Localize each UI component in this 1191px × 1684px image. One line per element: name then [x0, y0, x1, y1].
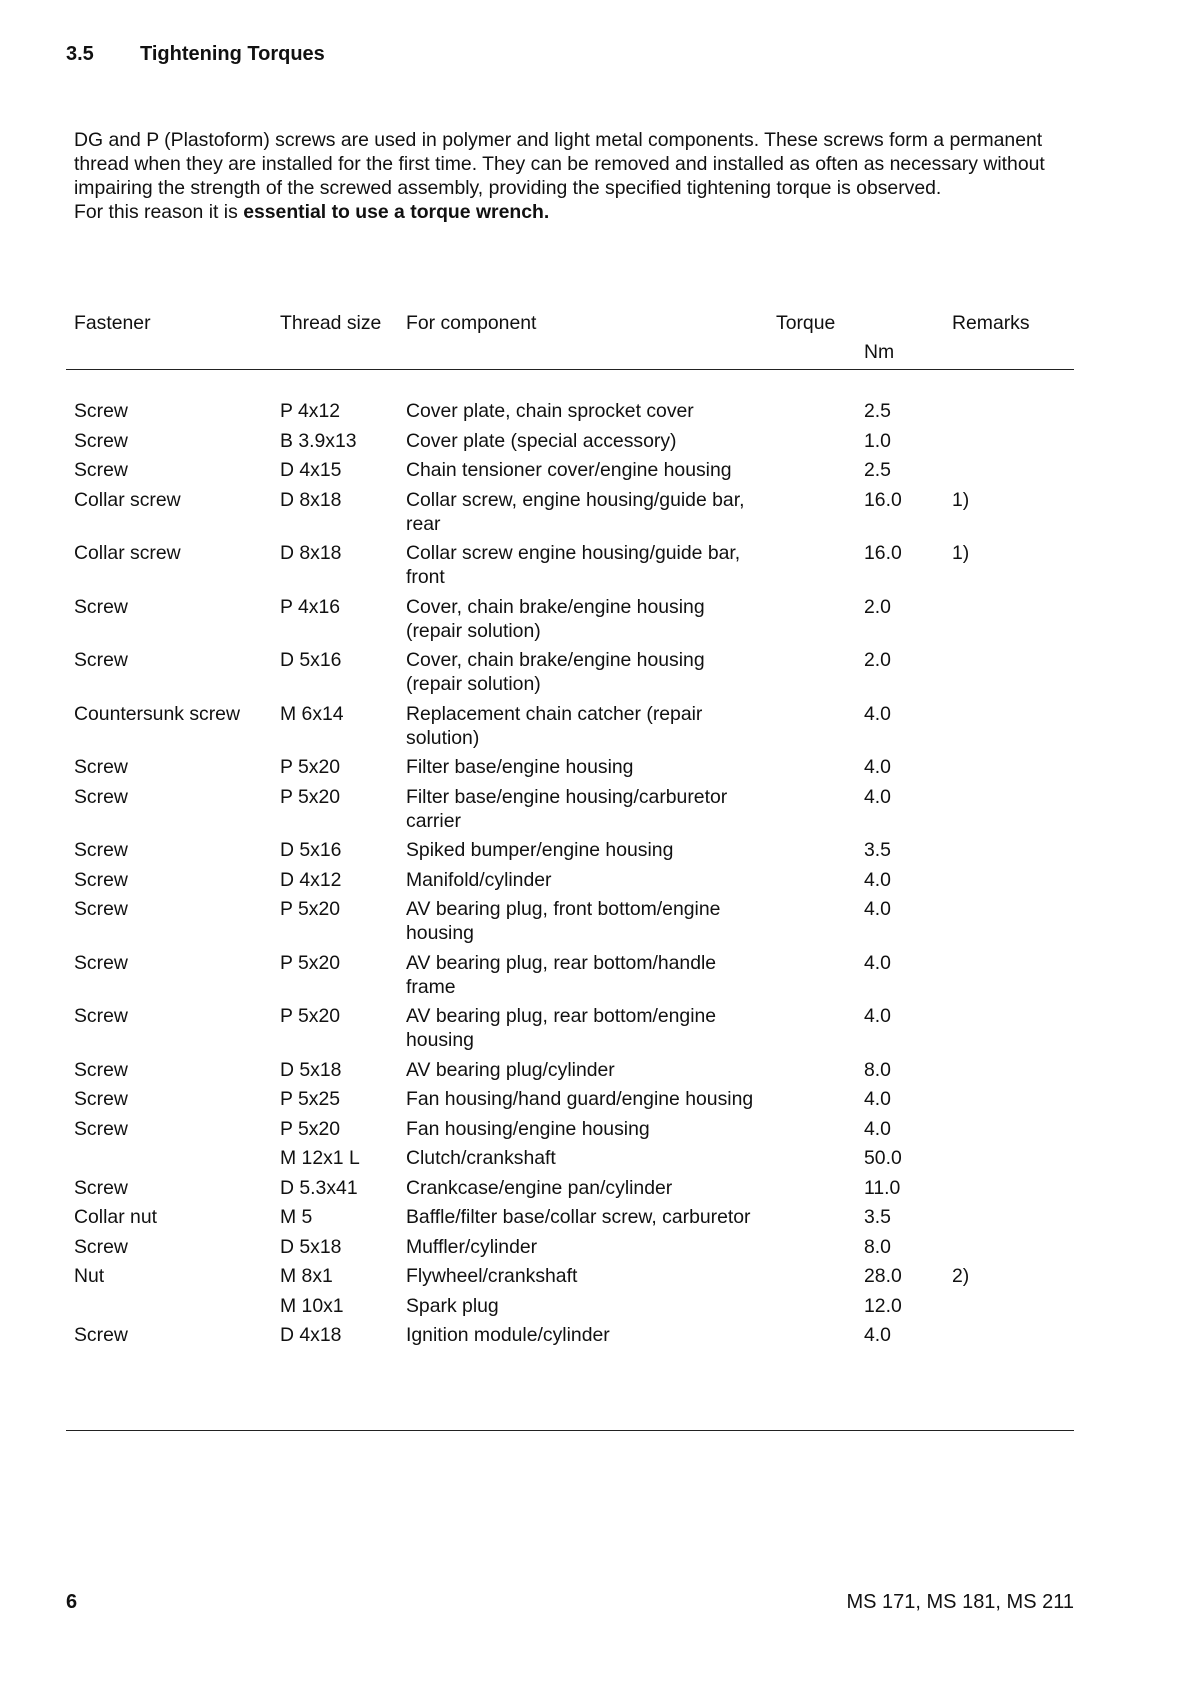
thread-size-cell: D 5x16: [280, 839, 342, 861]
fastener-cell: Screw: [74, 649, 128, 671]
thread-size-cell: P 5x20: [280, 1117, 341, 1140]
component-cell: Crankcase/engine pan/cylinder: [406, 1176, 673, 1199]
torque-cell: 4.0: [864, 785, 891, 808]
header-fastener: Fastener: [74, 312, 151, 334]
page-number: 6: [66, 1591, 78, 1613]
torque-cell: 4.0: [864, 898, 891, 920]
remark-cell: 2): [952, 1265, 970, 1287]
table-row: [74, 1323, 1074, 1353]
component-cell: Baffle/filter base/collar screw, carburetor: [406, 1206, 751, 1228]
fastener-cell: Countersunk screw: [74, 702, 240, 725]
table-row: [74, 1058, 1074, 1088]
header-torque-unit: Nm: [864, 341, 895, 363]
thread-size-cell: D 5.3x41: [280, 1176, 358, 1199]
table-row: [74, 1176, 1074, 1206]
table-row: [74, 1004, 1074, 1058]
component-cell: AV bearing plug/cylinder: [406, 1058, 615, 1081]
torque-cell: 2.5: [864, 459, 891, 481]
table-row: [74, 1087, 1074, 1117]
torque-cell: 4.0: [864, 868, 891, 891]
component-cell: Cover plate (special accessory): [406, 429, 677, 452]
table-row: [74, 868, 1074, 898]
thread-size-cell: M 12x1 L: [280, 1147, 360, 1169]
fastener-cell: Screw: [74, 595, 128, 618]
fastener-cell: Screw: [74, 459, 128, 481]
thread-size-cell: D 4x12: [280, 868, 342, 891]
table-row: [74, 951, 1074, 1005]
component-cell: Spark plug: [406, 1294, 499, 1317]
thread-size-cell: D 8x18: [280, 488, 342, 511]
intro-reason-prefix: For this reason it is: [74, 201, 244, 223]
fastener-cell: Screw: [74, 1176, 128, 1199]
fastener-cell: Screw: [74, 400, 128, 422]
thread-size-cell: P 5x20: [280, 898, 341, 920]
component-cell: Fan housing/engine housing: [406, 1117, 650, 1140]
thread-size-cell: M 6x14: [280, 702, 344, 725]
fastener-cell: Screw: [74, 1235, 128, 1258]
table-row: [74, 458, 1074, 488]
header-component: For component: [406, 312, 537, 334]
thread-size-cell: D 4x18: [280, 1324, 342, 1346]
fastener-cell: Screw: [74, 756, 128, 778]
torque-cell: 2.0: [864, 649, 891, 671]
table-row: [74, 595, 1074, 649]
table-row: [74, 838, 1074, 868]
torque-cell: 4.0: [864, 1117, 891, 1140]
component-cell: Collar screw engine housing/guide bar, front: [406, 542, 741, 588]
component-cell: Filter base/engine housing/carburetor carrier: [406, 785, 728, 832]
table-row: [74, 702, 1074, 756]
table-row: [74, 785, 1074, 839]
component-cell: Cover plate, chain sprocket cover: [406, 400, 694, 422]
fastener-cell: Screw: [74, 1005, 128, 1027]
component-cell: Flywheel/crankshaft: [406, 1265, 578, 1287]
torque-cell: 8.0: [864, 1235, 891, 1258]
component-cell: AV bearing plug, front bottom/engine housing: [406, 898, 721, 944]
component-cell: Fan housing/hand guard/engine housing: [406, 1088, 754, 1110]
torque-cell: 50.0: [864, 1147, 902, 1169]
torque-cell: 8.0: [864, 1058, 891, 1081]
torque-cell: 28.0: [864, 1265, 902, 1287]
torque-cell: 4.0: [864, 702, 891, 725]
torque-cell: 4.0: [864, 1324, 891, 1346]
torque-cell: 16.0: [864, 542, 902, 564]
thread-size-cell: P 5x25: [280, 1088, 341, 1110]
thread-size-cell: D 5x16: [280, 649, 342, 671]
torque-cell: 3.5: [864, 839, 891, 861]
fastener-cell: Screw: [74, 951, 128, 974]
torque-cell: 12.0: [864, 1294, 902, 1317]
header-remarks: Remarks: [952, 312, 1030, 334]
table-row: [74, 1205, 1074, 1235]
table-row: [74, 1235, 1074, 1265]
component-cell: Muffler/cylinder: [406, 1235, 538, 1258]
component-cell: Spiked bumper/engine housing: [406, 839, 674, 861]
thread-size-cell: M 10x1: [280, 1294, 344, 1317]
torque-cell: 11.0: [864, 1176, 901, 1199]
torque-cell: 4.0: [864, 951, 891, 974]
component-cell: Cover, chain brake/engine housing (repair solution): [406, 595, 705, 642]
intro-reason-emphasis: essential to use a torque wrench.: [243, 201, 550, 223]
thread-size-cell: D 5x18: [280, 1235, 342, 1258]
component-cell: Manifold/cylinder: [406, 868, 552, 891]
torque-cell: 2.5: [864, 400, 891, 422]
thread-size-cell: P 4x16: [280, 595, 341, 618]
thread-size-cell: D 5x18: [280, 1058, 342, 1081]
torque-table-body: [74, 399, 1074, 1353]
component-cell: Cover, chain brake/engine housing (repair solution): [406, 649, 705, 695]
torque-cell: 4.0: [864, 756, 891, 778]
fastener-cell: Collar screw: [74, 542, 181, 564]
thread-size-cell: M 5: [280, 1206, 313, 1228]
section-heading: [66, 43, 325, 66]
component-cell: Ignition module/cylinder: [406, 1324, 610, 1346]
thread-size-cell: P 5x20: [280, 951, 341, 974]
table-row: [74, 648, 1074, 702]
fastener-cell: Collar screw: [74, 488, 181, 511]
thread-size-cell: P 5x20: [280, 1005, 341, 1027]
table-row: [74, 541, 1074, 595]
table-row: [74, 755, 1074, 785]
torque-cell: 2.0: [864, 595, 891, 618]
table-bottom-rule: [66, 1430, 1074, 1431]
header-rule: [66, 369, 1074, 370]
model-list: MS 171, MS 181, MS 211: [846, 1591, 1074, 1613]
thread-size-cell: P 5x20: [280, 756, 341, 778]
fastener-cell: Screw: [74, 785, 128, 808]
torque-cell: 3.5: [864, 1206, 891, 1228]
fastener-cell: Screw: [74, 429, 128, 452]
component-cell: Collar screw, engine housing/guide bar, rear: [406, 488, 745, 535]
header-torque: Torque: [776, 312, 836, 334]
component-cell: AV bearing plug, rear bottom/handle frame: [406, 951, 717, 998]
fastener-cell: Screw: [74, 1058, 128, 1081]
intro-text: [74, 128, 1074, 224]
component-cell: Clutch/crankshaft: [406, 1147, 556, 1169]
fastener-cell: Screw: [74, 1088, 128, 1110]
header-thread-size: Thread size: [280, 312, 382, 334]
fastener-cell: Collar nut: [74, 1206, 157, 1228]
thread-size-cell: M 8x1: [280, 1265, 333, 1287]
thread-size-cell: P 5x20: [280, 785, 341, 808]
table-row: [74, 897, 1074, 951]
torque-cell: 4.0: [864, 1088, 891, 1110]
intro-reason: [74, 200, 1074, 224]
thread-size-cell: P 4x12: [280, 400, 341, 422]
torque-cell: 16.0: [864, 488, 902, 511]
torque-cell: 1.0: [864, 429, 891, 452]
component-cell: Filter base/engine housing: [406, 756, 634, 778]
fastener-cell: Screw: [74, 1324, 128, 1346]
table-row: [74, 399, 1074, 429]
table-row: [74, 1146, 1074, 1176]
table-row: [74, 488, 1074, 542]
component-cell: Replacement chain catcher (repair solution): [406, 702, 703, 749]
remark-cell: 1): [952, 542, 970, 564]
fastener-cell: Screw: [74, 898, 128, 920]
thread-size-cell: D 8x18: [280, 542, 342, 564]
table-row: [74, 1294, 1074, 1324]
component-cell: AV bearing plug, rear bottom/engine housing: [406, 1005, 717, 1051]
fastener-cell: Nut: [74, 1265, 105, 1287]
component-cell: Chain tensioner cover/engine housing: [406, 459, 732, 481]
section-title: Tightening Torques: [140, 43, 325, 65]
fastener-cell: Screw: [74, 1117, 128, 1140]
thread-size-cell: B 3.9x13: [280, 429, 357, 452]
section-number: 3.5: [66, 43, 94, 65]
table-row: [74, 429, 1074, 459]
fastener-cell: Screw: [74, 839, 128, 861]
thread-size-cell: D 4x15: [280, 459, 342, 481]
table-row: [74, 1117, 1074, 1147]
table-row: [74, 1264, 1074, 1294]
torque-cell: 4.0: [864, 1005, 891, 1027]
fastener-cell: Screw: [74, 868, 128, 891]
intro-paragraph: DG and P (Plastoform) screws are used in polymer and light metal components. These screws form a permanent thread when they are installed for the first time. They can be removed and installed as often as necessary without impairing the strength of the screwed assembly, providing the specified tightening torque is observed.: [74, 129, 1045, 199]
remark-cell: 1): [952, 488, 970, 511]
